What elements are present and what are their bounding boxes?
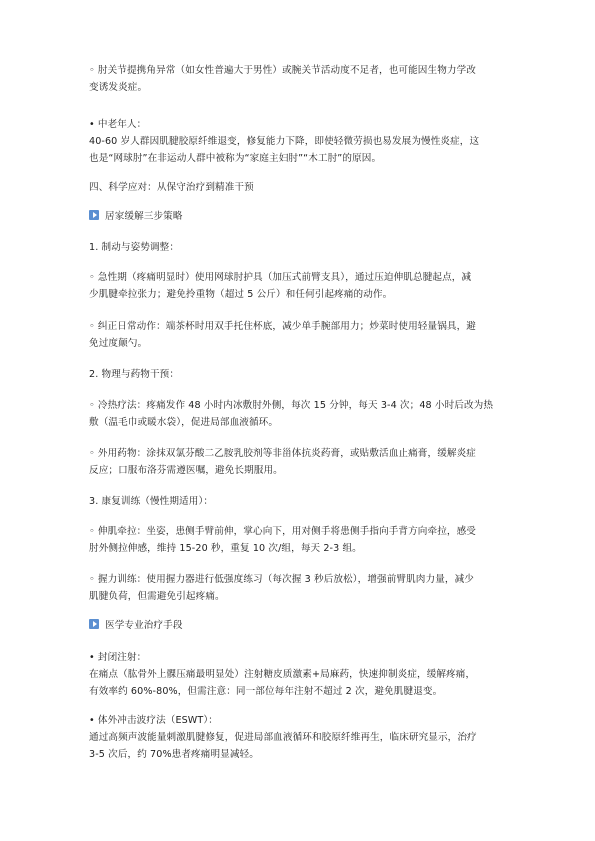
paragraph-line: ◦ 纠正日常动作：端茶杯时用双手托住杯底，减少单手腕部用力；炒菜时使用轻量锅具，避: [89, 321, 476, 332]
paragraph-line: 也是“网球肘”在非运动人群中被称为“家庭主妇肘”“木工肘”的原因。: [89, 153, 382, 164]
numbered-heading: 3. 康复训练（慢性期适用）：: [89, 496, 214, 507]
play-square-icon: [89, 619, 99, 629]
subsection-heading-text: 医学专业治疗手段: [105, 620, 183, 631]
paragraph-line: 肘外侧拉伸感，维持 15-20 秒，重复 10 次/组，每天 2-3 组。: [89, 543, 362, 554]
play-square-icon: [89, 210, 99, 220]
paragraph-line: 3-5 次后，约 70%患者疼痛明显减轻。: [89, 749, 259, 760]
paragraph-line: 敷（温毛巾或暖水袋），促进局部血液循环。: [89, 417, 279, 428]
paragraph-line: ◦ 肘关节提携角异常（如女性普遍大于男性）或腕关节活动度不足者，也可能因生物力学改: [89, 65, 476, 76]
paragraph-line: 少肌腱牵拉张力；避免拎重物（超过 5 公斤）和任何引起疼痛的动作。: [89, 289, 393, 300]
subsection-heading: [89, 618, 519, 635]
paragraph-line: 40-60 岁人群因肌腱胶原纤维退变，修复能力下降，即使轻微劳损也易发展为慢性炎症，这: [89, 136, 480, 147]
paragraph-line: 肌腱负荷，但需避免引起疼痛。: [89, 591, 225, 602]
paragraph-line: 在痛点（肱骨外上髁压痛最明显处）注射糖皮质激素+局麻药，快速抑制炎症，缓解疼痛，: [89, 669, 476, 680]
paragraph-line: ◦ 外用药物：涂抹双氯芬酸二乙胺乳胶剂等非甾体抗炎药膏，或贴敷活血止痛膏，缓解炎症: [89, 448, 476, 459]
subsection-heading-text: 居家缓解三步策略: [105, 211, 183, 222]
paragraph-line: 反应；口服布洛芬需遵医嘱，避免长期服用。: [89, 465, 283, 476]
paragraph-line: ◦ 伸肌牵拉：坐姿，患侧手臂前伸，掌心向下，用对侧手将患侧手指向手背方向牵拉，感受: [89, 526, 476, 537]
bullet-heading: • 中老年人：: [89, 119, 147, 130]
numbered-heading: 1. 制动与姿势调整：: [89, 242, 180, 253]
paragraph-line: 变诱发炎症。: [89, 82, 148, 93]
paragraph-line: ◦ 冷热疗法：疼痛发作 48 小时内冰敷肘外侧，每次 15 分钟，每天 3-4 次；48 小时后改为热: [89, 400, 494, 411]
paragraph-line: ◦ 握力训练：使用握力器进行低强度练习（每次握 3 秒后放松），增强前臂肌肉力量，减少: [89, 574, 474, 585]
bullet-heading: • 体外冲击波疗法（ESWT）：: [89, 715, 218, 726]
section-title: 四、科学应对：从保守治疗到精准干预: [89, 182, 254, 193]
paragraph-line: ◦ 急性期（疼痛明显时）使用网球肘护具（加压式前臂支具），通过压迫伸肌总腱起点，减: [89, 272, 472, 283]
numbered-heading: 2. 物理与药物干预：: [89, 369, 180, 380]
paragraph-line: 通过高频声波能量刺激肌腱修复，促进局部血液循环和胶原纤维再生，临床研究显示，治疗: [89, 732, 477, 743]
paragraph-line: 免过度颠勺。: [89, 338, 148, 349]
bullet-heading: • 封闭注射：: [89, 652, 147, 663]
paragraph-line: 有效率约 60%-80%，但需注意：同一部位每年注射不超过 2 次，避免肌腱退变。: [89, 686, 443, 697]
subsection-heading: [89, 209, 519, 226]
